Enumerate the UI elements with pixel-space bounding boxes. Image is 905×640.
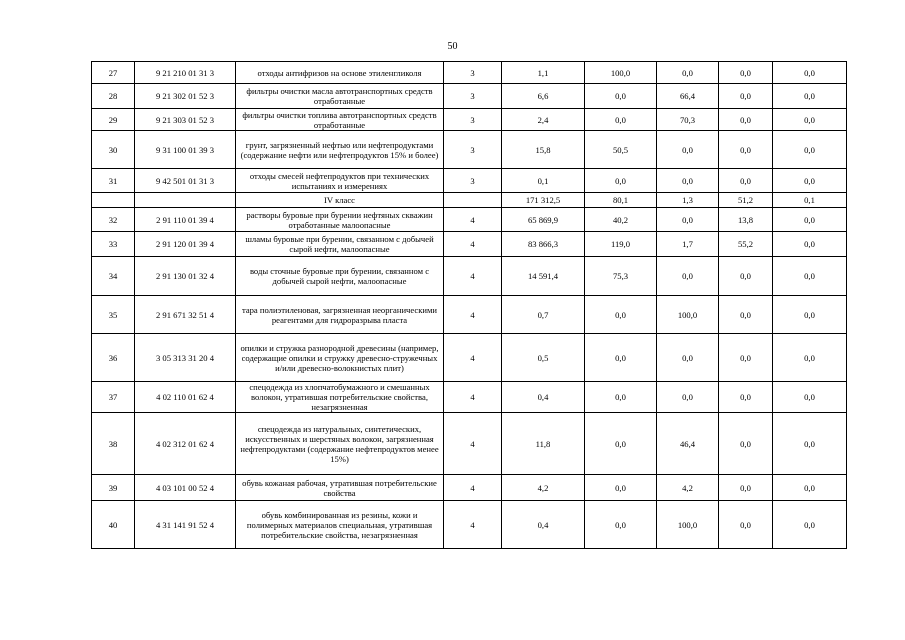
empty-cell (444, 193, 502, 208)
total-value: 0,7 (502, 296, 585, 334)
value-col-1: 0,0 (585, 382, 657, 413)
table-row (92, 334, 847, 382)
fkko-code: 4 02 110 01 62 4 (135, 382, 236, 413)
total-value: 2,4 (502, 109, 585, 131)
value-col-4: 0,0 (773, 257, 847, 296)
fkko-code: 4 02 312 01 62 4 (135, 413, 236, 475)
row-number: 38 (92, 413, 135, 475)
hazard-class: 3 (444, 62, 502, 84)
class-value-2: 1,3 (657, 193, 719, 208)
total-value: 15,8 (502, 131, 585, 169)
waste-name: растворы буровые при бурении нефтяных скважин отработанные малоопасные (236, 208, 444, 232)
value-col-4: 0,0 (773, 382, 847, 413)
class-label: IV класс (236, 193, 444, 208)
fkko-code: 3 05 313 31 20 4 (135, 334, 236, 382)
value-col-4: 0,0 (773, 232, 847, 257)
hazard-class: 4 (444, 475, 502, 501)
hazard-class: 4 (444, 232, 502, 257)
value-col-4: 0,0 (773, 413, 847, 475)
table-row (92, 232, 847, 257)
hazard-class: 3 (444, 169, 502, 193)
value-col-1: 0,0 (585, 84, 657, 109)
value-col-3: 0,0 (719, 109, 773, 131)
value-col-4: 0,0 (773, 62, 847, 84)
value-col-3: 0,0 (719, 169, 773, 193)
value-col-1: 0,0 (585, 334, 657, 382)
value-col-4: 0,0 (773, 109, 847, 131)
value-col-3: 0,0 (719, 84, 773, 109)
value-col-4: 0,0 (773, 84, 847, 109)
value-col-1: 0,0 (585, 169, 657, 193)
value-col-2: 100,0 (657, 501, 719, 549)
total-value: 0,5 (502, 334, 585, 382)
value-col-3: 0,0 (719, 475, 773, 501)
fkko-code: 2 91 671 32 51 4 (135, 296, 236, 334)
table-row (92, 84, 847, 109)
hazard-class: 4 (444, 296, 502, 334)
value-col-4: 0,0 (773, 131, 847, 169)
hazard-class: 4 (444, 413, 502, 475)
class-summary-row (92, 193, 847, 208)
table-row (92, 257, 847, 296)
class-value-1: 80,1 (585, 193, 657, 208)
waste-name: отходы смесей нефтепродуктов при технических испытаниях и измерениях (236, 169, 444, 193)
value-col-3: 55,2 (719, 232, 773, 257)
value-col-2: 0,0 (657, 334, 719, 382)
value-col-2: 4,2 (657, 475, 719, 501)
row-number: 40 (92, 501, 135, 549)
value-col-1: 0,0 (585, 501, 657, 549)
value-col-2: 66,4 (657, 84, 719, 109)
value-col-4: 0,0 (773, 208, 847, 232)
value-col-3: 0,0 (719, 296, 773, 334)
row-number: 34 (92, 257, 135, 296)
value-col-1: 119,0 (585, 232, 657, 257)
hazard-class: 3 (444, 109, 502, 131)
value-col-3: 0,0 (719, 131, 773, 169)
row-number: 31 (92, 169, 135, 193)
value-col-2: 1,7 (657, 232, 719, 257)
value-col-1: 100,0 (585, 62, 657, 84)
table-row (92, 382, 847, 413)
table-row (92, 413, 847, 475)
waste-name: фильтры очистки топлива автотранспортных средств отработанные (236, 109, 444, 131)
table-row (92, 475, 847, 501)
value-col-3: 0,0 (719, 257, 773, 296)
row-number: 30 (92, 131, 135, 169)
value-col-2: 0,0 (657, 382, 719, 413)
value-col-1: 0,0 (585, 109, 657, 131)
fkko-code: 4 31 141 91 52 4 (135, 501, 236, 549)
hazard-class: 4 (444, 257, 502, 296)
class-value-3: 51,2 (719, 193, 773, 208)
hazard-class: 4 (444, 334, 502, 382)
row-number: 39 (92, 475, 135, 501)
fkko-code: 9 21 303 01 52 3 (135, 109, 236, 131)
table-row (92, 169, 847, 193)
total-value: 1,1 (502, 62, 585, 84)
total-value: 83 866,3 (502, 232, 585, 257)
value-col-1: 50,5 (585, 131, 657, 169)
waste-name: грунт, загрязненный нефтью или нефтепродуктами (содержание нефти или нефтепродуктов 15% и более) (236, 131, 444, 169)
class-total: 171 312,5 (502, 193, 585, 208)
total-value: 14 591,4 (502, 257, 585, 296)
table-row (92, 131, 847, 169)
hazard-class: 3 (444, 131, 502, 169)
value-col-1: 40,2 (585, 208, 657, 232)
table-row (92, 208, 847, 232)
fkko-code: 9 42 501 01 31 3 (135, 169, 236, 193)
total-value: 11,8 (502, 413, 585, 475)
table-row (92, 501, 847, 549)
fkko-code: 9 21 210 01 31 3 (135, 62, 236, 84)
value-col-1: 75,3 (585, 257, 657, 296)
hazard-class: 4 (444, 382, 502, 413)
table-row (92, 62, 847, 84)
value-col-3: 0,0 (719, 413, 773, 475)
waste-table (91, 61, 847, 549)
waste-name: воды сточные буровые при бурении, связанном с добычей сырой нефти, малоопасные (236, 257, 444, 296)
fkko-code: 9 31 100 01 39 3 (135, 131, 236, 169)
value-col-1: 0,0 (585, 296, 657, 334)
waste-name: спецодежда из натуральных, синтетических, искусственных и шерстяных волокон, загрязненная нефтепродуктами (содержание нефтепродуктов менее 15%) (236, 413, 444, 475)
value-col-2: 0,0 (657, 131, 719, 169)
waste-name: обувь комбинированная из резины, кожи и полимерных материалов специальная, утратившая потребительские свойства, незагрязненная (236, 501, 444, 549)
hazard-class: 3 (444, 84, 502, 109)
value-col-4: 0,0 (773, 334, 847, 382)
class-value-4: 0,1 (773, 193, 847, 208)
total-value: 0,4 (502, 382, 585, 413)
value-col-4: 0,0 (773, 475, 847, 501)
total-value: 65 869,9 (502, 208, 585, 232)
row-number: 29 (92, 109, 135, 131)
fkko-code: 9 21 302 01 52 3 (135, 84, 236, 109)
waste-name: опилки и стружка разнородной древесины (например, содержащие опилки и стружку древесно-стружечных и/или древесно-волокнистых плит) (236, 334, 444, 382)
empty-cell (135, 193, 236, 208)
fkko-code: 2 91 110 01 39 4 (135, 208, 236, 232)
value-col-4: 0,0 (773, 169, 847, 193)
waste-name: отходы антифризов на основе этиленгликоля (236, 62, 444, 84)
fkko-code: 2 91 130 01 32 4 (135, 257, 236, 296)
value-col-3: 0,0 (719, 382, 773, 413)
fkko-code: 2 91 120 01 39 4 (135, 232, 236, 257)
row-number: 33 (92, 232, 135, 257)
waste-name: фильтры очистки масла автотранспортных средств отработанные (236, 84, 444, 109)
table-row (92, 296, 847, 334)
value-col-3: 0,0 (719, 62, 773, 84)
page-number: 50 (447, 41, 458, 52)
total-value: 4,2 (502, 475, 585, 501)
waste-name: шламы буровые при бурении, связанном с добычей сырой нефти, малоопасные (236, 232, 444, 257)
row-number: 35 (92, 296, 135, 334)
row-number: 28 (92, 84, 135, 109)
empty-cell (92, 193, 135, 208)
row-number: 36 (92, 334, 135, 382)
hazard-class: 4 (444, 208, 502, 232)
row-number: 37 (92, 382, 135, 413)
total-value: 0,1 (502, 169, 585, 193)
value-col-4: 0,0 (773, 501, 847, 549)
fkko-code: 4 03 101 00 52 4 (135, 475, 236, 501)
value-col-3: 13,8 (719, 208, 773, 232)
value-col-2: 0,0 (657, 257, 719, 296)
value-col-2: 0,0 (657, 208, 719, 232)
value-col-1: 0,0 (585, 475, 657, 501)
value-col-2: 0,0 (657, 62, 719, 84)
waste-name: спецодежда из хлопчатобумажного и смешанных волокон, утратившая потребительские свойства, незагрязненная (236, 382, 444, 413)
total-value: 6,6 (502, 84, 585, 109)
value-col-1: 0,0 (585, 413, 657, 475)
value-col-3: 0,0 (719, 501, 773, 549)
row-number: 27 (92, 62, 135, 84)
hazard-class: 4 (444, 501, 502, 549)
value-col-3: 0,0 (719, 334, 773, 382)
table-row (92, 109, 847, 131)
value-col-2: 100,0 (657, 296, 719, 334)
value-col-2: 0,0 (657, 169, 719, 193)
total-value: 0,4 (502, 501, 585, 549)
waste-name: обувь кожаная рабочая, утратившая потребительские свойства (236, 475, 444, 501)
value-col-2: 70,3 (657, 109, 719, 131)
value-col-2: 46,4 (657, 413, 719, 475)
row-number: 32 (92, 208, 135, 232)
value-col-4: 0,0 (773, 296, 847, 334)
waste-name: тара полиэтиленовая, загрязненная неорганическими реагентами для гидроразрыва пласта (236, 296, 444, 334)
